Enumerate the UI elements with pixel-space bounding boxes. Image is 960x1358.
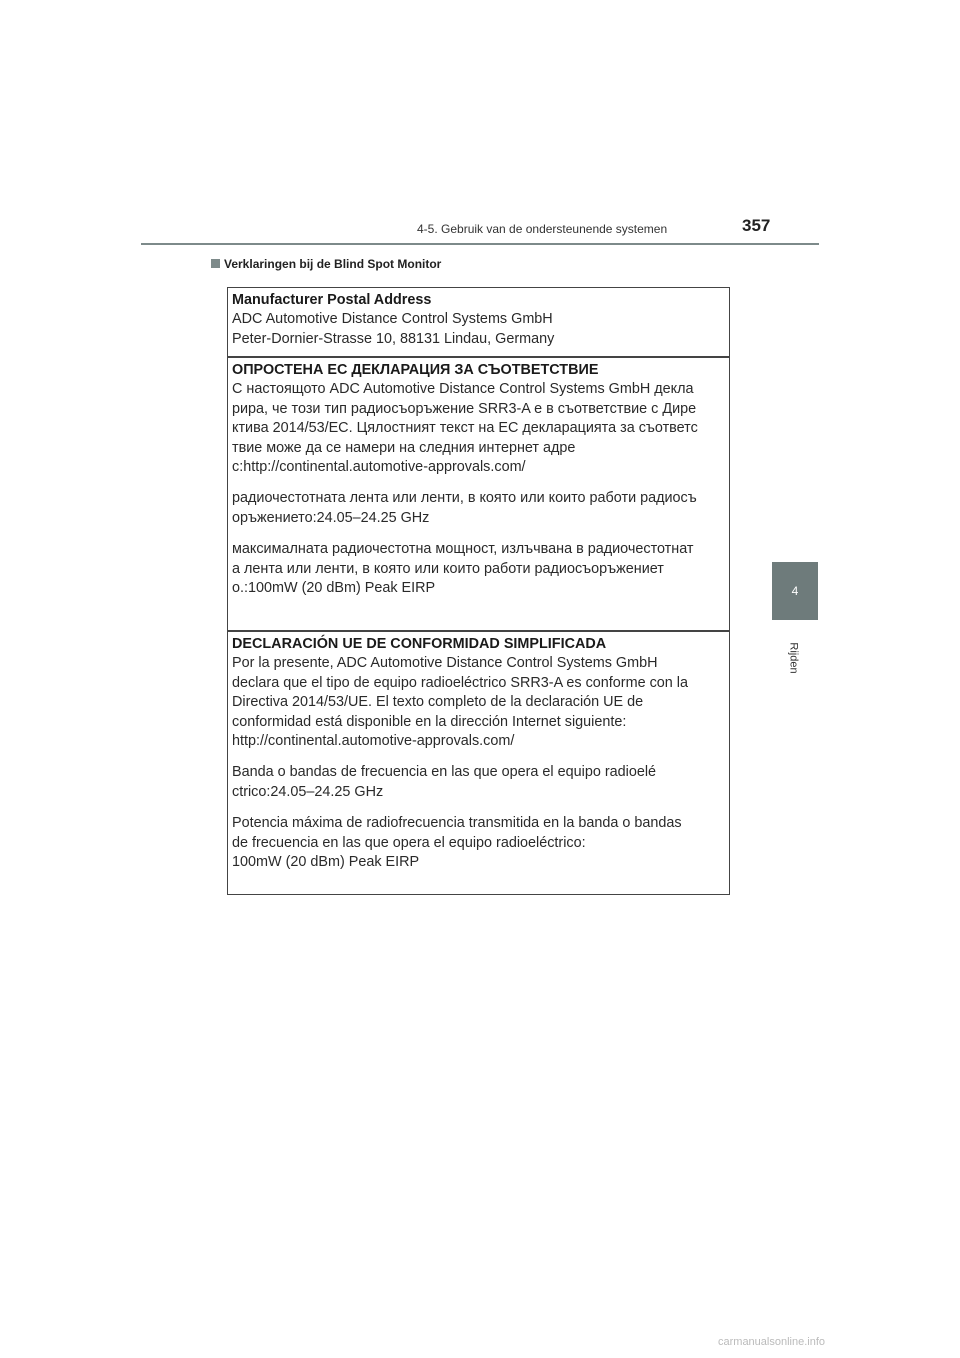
bulgarian-text-line: твие може да се намери на следния интернет адре [232, 439, 576, 456]
paragraph-gap [232, 751, 729, 763]
chapter-label-container [779, 628, 809, 688]
spanish-text-line: conformidad está disponible en la dirección Internet siguiente: [232, 713, 627, 730]
paragraph-gap [232, 802, 729, 814]
spanish-section [228, 632, 729, 872]
bulgarian-text-line: радиочестотната лента или ленти, в която или които работи радиосъ [232, 490, 697, 507]
paragraph-gap [232, 528, 729, 540]
running-header-section: 4-5. Gebruik van de ondersteunende systemen [417, 222, 668, 236]
section-heading-text: Verklaringen bij de Blind Spot Monitor [224, 257, 442, 271]
spanish-text-line: 100mW (20 dBm) Peak EIRP [232, 854, 420, 871]
section-heading [211, 256, 441, 272]
watermark: carmanualsonline.info [718, 1336, 826, 1348]
spanish-text-line: declara que el tipo de equipo radioeléctrico SRR3-A es conforme con la [232, 674, 688, 691]
manufacturer-title: Manufacturer Postal Address [232, 292, 432, 308]
header-divider [141, 243, 819, 245]
spanish-text-line: http://continental.automotive-approvals.com/ [232, 733, 515, 750]
spanish-text-line: ctrico:24.05–24.25 GHz [232, 783, 384, 800]
spanish-text-line: Directiva 2014/53/UE. El texto completo de la declaración UE de [232, 694, 644, 711]
paragraph-gap [232, 477, 729, 489]
manufacturer-line: Peter-Dornier-Strasse 10, 88131 Lindau, Germany [232, 330, 555, 347]
bulgarian-section [228, 358, 729, 598]
bulgarian-text-line: ктива 2014/53/ЕС. Цялостният текст на ЕС декларацията за съответс [232, 420, 698, 437]
spanish-title: DECLARACIÓN UE DE CONFORMIDAD SIMPLIFICADA [232, 636, 607, 652]
bulgarian-title: ОПРОСТЕНА ЕС ДЕКЛАРАЦИЯ ЗА СЪОТВЕТСТВИЕ [232, 362, 599, 378]
declaration-box [227, 287, 730, 895]
bulgarian-text-line: максималната радиочестотна мощност, излъчвана в радиочестотнат [232, 541, 694, 558]
bulgarian-text-line: о.:100mW (20 dBm) Peak EIRP [232, 580, 436, 597]
manufacturer-section [228, 288, 729, 349]
chapter-number: 4 [791, 584, 799, 598]
spanish-text-line: Banda o bandas de frecuencia en las que opera el equipo radioelé [232, 764, 657, 781]
chapter-label: Rijden [788, 642, 800, 674]
spanish-text-line: Potencia máxima de radiofrecuencia transmitida en la banda o bandas [232, 815, 682, 832]
chapter-tab [772, 562, 818, 620]
bulgarian-text-line: С настоящото ADC Automotive Distance Control Systems GmbH декла [232, 381, 694, 398]
page-number: 357 [742, 216, 771, 235]
spanish-text-line: de frecuencia en las que opera el equipo radioeléctrico: [232, 834, 586, 851]
bulgarian-text-line: оръжението:24.05–24.25 GHz [232, 509, 430, 526]
square-bullet-icon [211, 259, 220, 268]
manufacturer-line: ADC Automotive Distance Control Systems GmbH [232, 311, 553, 328]
bulgarian-text-line: с:http://continental.automotive-approvals.com/ [232, 459, 526, 476]
bulgarian-text-line: а лента или ленти, в която или които работи радиосъоръжениет [232, 560, 664, 577]
spanish-text-line: Por la presente, ADC Automotive Distance Control Systems GmbH [232, 655, 658, 672]
bulgarian-text-line: рира, че този тип радиосъоръжение SRR3-A е в съответствие с Дире [232, 400, 697, 417]
